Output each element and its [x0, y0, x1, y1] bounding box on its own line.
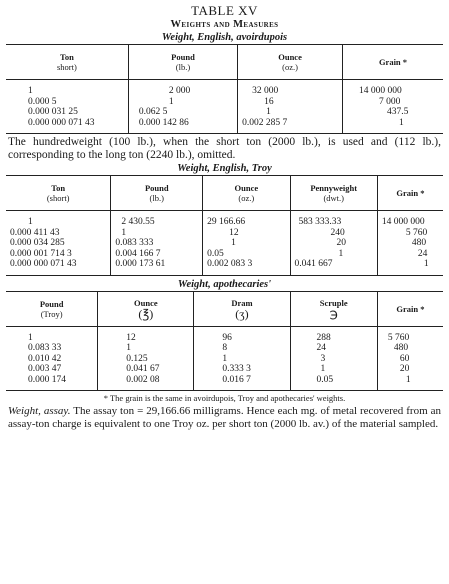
table-cell: 288: [290, 326, 377, 343]
table-cell: 24: [377, 249, 443, 260]
table-row: [6, 118, 443, 134]
table-cell: 1: [377, 375, 443, 391]
table-row: [6, 375, 443, 391]
avoirdupois-table: [6, 44, 443, 134]
table-cell: 1: [290, 249, 377, 260]
table-row: [6, 354, 443, 365]
table-cell: 1: [203, 238, 290, 249]
table-cell: 0.002 08: [98, 375, 194, 391]
table-cell: 0.010 42: [28, 353, 62, 364]
table-cell: 0.000 173 61: [111, 259, 203, 275]
table-cell: 7 000: [342, 97, 443, 108]
table-cell: 0.000 5: [28, 96, 57, 107]
troy-heading: Weight, English, Troy: [177, 163, 272, 174]
table-cell: 1: [290, 364, 377, 375]
table-cell: 583 333.33: [290, 211, 377, 228]
table-cell: 240: [290, 228, 377, 239]
table-cell: 16: [238, 97, 343, 108]
table-cell: 0.000 031 25: [28, 107, 78, 117]
table-cell: 1: [238, 107, 343, 118]
apothecaries-heading: Weight, apothecaries': [177, 278, 272, 290]
table-cell: 1: [128, 97, 237, 108]
troy-table: [6, 175, 443, 276]
table-cell: 437.5: [342, 107, 443, 118]
table-cell: 480: [377, 238, 443, 249]
grain-footnote: * The grain is the same in avoirdupois, Troy and apothecaries' weights.: [103, 393, 346, 403]
table-cell: 0.000 000 071 43: [6, 118, 128, 134]
column-header: Ton (short): [6, 176, 111, 211]
assay-paragraph: [8, 405, 441, 431]
table-row: [6, 343, 443, 354]
table-cell: 0.000 174: [6, 375, 98, 391]
table-cell: 0.004 166 7: [111, 249, 203, 260]
table-row: [6, 259, 443, 275]
table-cell: 1: [28, 217, 33, 227]
table-row: [6, 80, 443, 97]
table-cell: 24: [290, 343, 377, 354]
table-cell: 0.002 285 7: [238, 118, 343, 134]
table-cell: 0.000 142 86: [128, 118, 237, 134]
table-title: TABLE XV: [191, 3, 258, 18]
table-cell: 1: [111, 228, 203, 239]
column-header: Ounce (oz.): [203, 176, 290, 211]
table-cell: 0.000 034 285: [10, 238, 65, 248]
table-cell: 5 760: [377, 228, 443, 239]
table-row: [6, 364, 443, 375]
table-cell: 20: [377, 364, 443, 375]
table-cell: 32 000: [238, 80, 343, 97]
column-header: Ounce (℥): [98, 291, 194, 326]
table-cell: 0.000 000 071 43: [6, 259, 111, 275]
table-cell: 1: [28, 332, 33, 343]
scruple-symbol-icon: ℈: [329, 306, 338, 321]
column-header: Pound (Troy): [6, 291, 98, 326]
table-row: [6, 97, 443, 108]
column-header: Pound (lb.): [111, 176, 203, 211]
table-cell: 0.041 667: [290, 259, 377, 275]
table-cell: 0.125: [98, 354, 194, 365]
table-cell: 29 166.66: [203, 211, 290, 228]
table-cell: 1: [342, 118, 443, 134]
avoirdupois-heading: Weight, English, avoirdupois: [161, 32, 288, 43]
table-cell: 5 760: [377, 326, 443, 343]
table-row: [6, 211, 443, 228]
table-cell: 60: [377, 354, 443, 365]
table-row: [6, 326, 443, 343]
table-cell: 0.002 083 3: [203, 259, 290, 275]
table-row: [6, 228, 443, 239]
table-cell: 2 000: [128, 80, 237, 97]
column-header: Pound (lb.): [128, 45, 237, 80]
table-cell: 0.041 67: [98, 364, 194, 375]
table-cell: 0.003 47: [28, 364, 62, 374]
column-header: Grain *: [342, 45, 443, 80]
table-row: [6, 107, 443, 118]
apothecaries-table: [6, 291, 443, 392]
dram-symbol-icon: (ʒ): [235, 306, 249, 321]
column-header: Ton short): [6, 45, 128, 80]
table-cell: 14 000 000: [377, 211, 443, 228]
table-row: [6, 249, 443, 260]
ounce-symbol-icon: (℥): [138, 306, 154, 321]
table-cell: 12: [203, 228, 290, 239]
table-cell: 3: [290, 354, 377, 365]
table-cell: 0.333 3: [194, 364, 290, 375]
table-cell: 2 430.55: [111, 211, 203, 228]
table-cell: 0.062 5: [128, 107, 237, 118]
table-cell: 0.000 411 43: [10, 227, 60, 238]
table-cell: 1: [194, 354, 290, 365]
table-cell: 0.000 001 714 3: [10, 248, 72, 259]
column-header: Dram (ʒ): [194, 291, 290, 326]
column-header: Pennyweight (dwt.): [290, 176, 377, 211]
table-cell: 8: [194, 343, 290, 354]
table-cell: 1: [98, 343, 194, 354]
table-cell: 14 000 000: [342, 80, 443, 97]
table-cell: 1: [377, 259, 443, 275]
column-header: Grain *: [377, 176, 443, 211]
assay-text: The assay ton = 29,166.66 milligrams. Hence each mg. of metal recovered from an assay-ton charge is equivalent to one Troy oz. per short ton (2000 lb. av.) of the material sampled.: [8, 405, 441, 430]
table-cell: 480: [377, 343, 443, 354]
assay-lead: Weight, assay.: [8, 405, 71, 417]
column-header: Scruple ℈: [290, 291, 377, 326]
column-header: Ounce (oz.): [238, 45, 343, 80]
table-cell: 0.083 33: [28, 343, 62, 353]
table-cell: 96: [194, 326, 290, 343]
table-subtitle: Weights and Measures: [170, 19, 279, 30]
column-header: Grain *: [377, 291, 443, 326]
table-row: [6, 238, 443, 249]
hundredweight-note: The hundredweight (100 lb.), when the short ton (2000 lb.), is used and (112 lb.), corresponding to the long ton (2240 lb.), omitted.: [8, 136, 441, 161]
table-cell: 0.05: [290, 375, 377, 391]
table-cell: 1: [28, 86, 33, 96]
table-cell: 0.083 333: [111, 238, 203, 249]
table-cell: 20: [290, 238, 377, 249]
table-cell: 12: [98, 326, 194, 343]
table-cell: 0.016 7: [194, 375, 290, 391]
table-cell: 0.05: [203, 249, 290, 260]
